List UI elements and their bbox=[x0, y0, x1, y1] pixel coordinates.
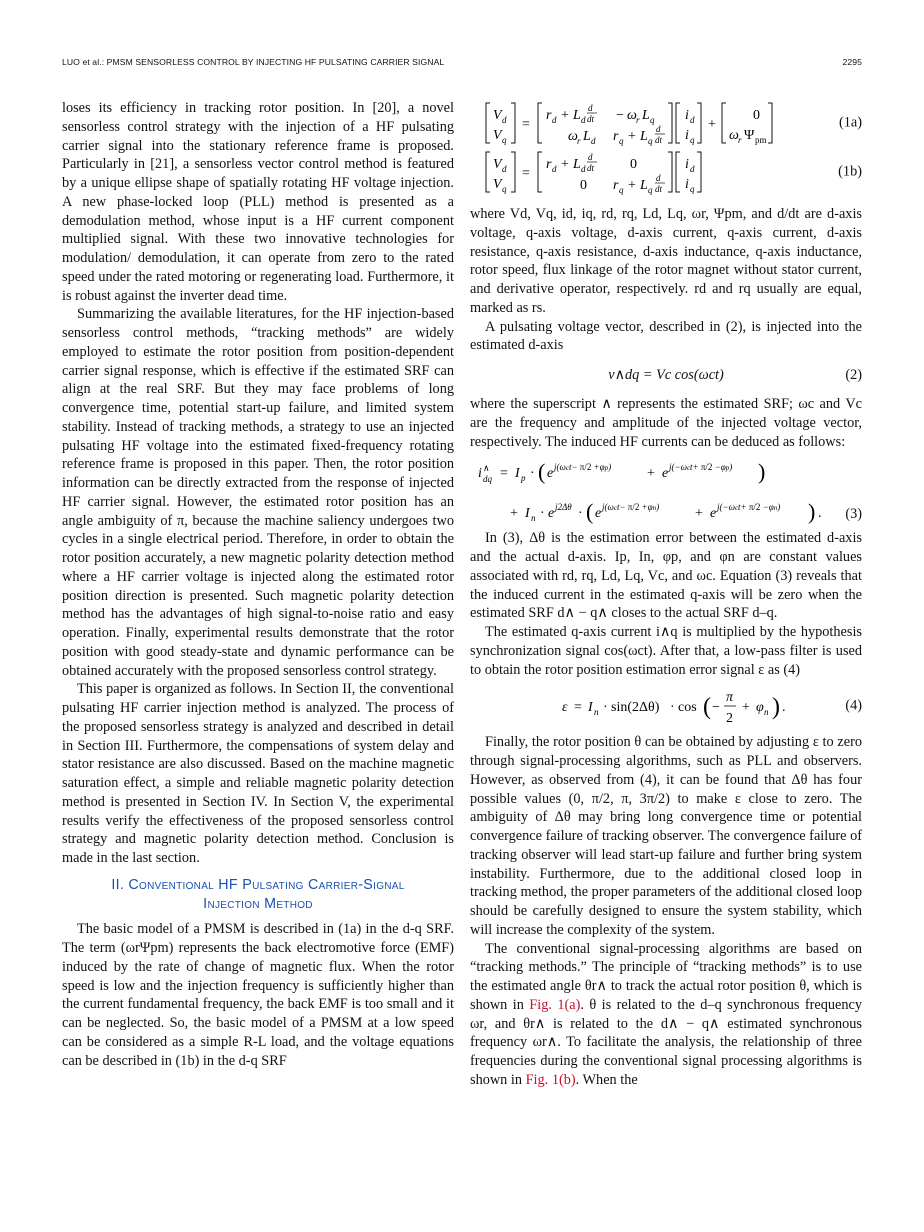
svg-text:+: + bbox=[510, 506, 518, 522]
svg-text:): ) bbox=[808, 499, 816, 525]
svg-text:·: · bbox=[603, 700, 608, 716]
svg-text:L: L bbox=[573, 108, 581, 123]
paragraph: A pulsating voltage vector, described in (2), is injected into the estimated d-axis bbox=[470, 318, 862, 354]
equation-1a-graphic bbox=[470, 99, 862, 147]
paragraph: The conventional signal-processing algorithms are based on “tracking methods.” The principle of “tracking methods” is to use the estimated angle θr∧ to track the actual rotor position θ, which is shown in Fig. 1(a). θ is related to the d–q synchronous frequency ωr, and θr∧ is related to the d∧ − q∧ estimated synchronous frequency ωr∧. To facilitate the analysis, the relationship of three frequencies during the conventional signal processing algorithms is shown in Fig. 1(b). When the bbox=[470, 940, 862, 1088]
equation-4 bbox=[470, 679, 862, 733]
svg-text:+: + bbox=[561, 157, 569, 172]
svg-text:j2Δθ: j2Δθ bbox=[555, 502, 572, 513]
svg-text:φ: φ bbox=[756, 700, 764, 716]
svg-text:): ) bbox=[758, 459, 766, 485]
svg-text:V: V bbox=[493, 177, 502, 192]
svg-text:q: q bbox=[690, 135, 695, 145]
svg-text:2: 2 bbox=[726, 711, 733, 727]
svg-text:·: · bbox=[578, 506, 583, 522]
svg-text:+: + bbox=[742, 700, 750, 716]
svg-text:·: · bbox=[530, 466, 535, 482]
svg-text:d: d bbox=[581, 115, 586, 125]
svg-text:q: q bbox=[650, 115, 655, 125]
paragraph: In (3), Δθ is the estimation error between the estimated d-axis and the actual d-axis. Ip, In, φp, and φn are constant values associated with rd, rq, Ld, Lq, Vc, and ωc. Equation (3) reveals that the induced current in the estimated q-axis will be zero when the estimated SRF d∧ − q∧ closes to the actual SRF d–q. bbox=[470, 530, 862, 622]
svg-text:.: . bbox=[818, 506, 822, 522]
svg-text:r: r bbox=[546, 157, 552, 172]
svg-text:q: q bbox=[502, 135, 507, 145]
equation-number: (1a) bbox=[838, 114, 862, 131]
svg-text:−: − bbox=[712, 700, 720, 716]
svg-text:n: n bbox=[531, 513, 536, 524]
svg-text:I: I bbox=[515, 466, 520, 482]
right-column bbox=[470, 99, 862, 1090]
svg-text:ω: ω bbox=[568, 129, 578, 144]
svg-text:L: L bbox=[640, 129, 648, 144]
equation-2-text: v∧dq = Vc cos(ωct) bbox=[608, 367, 724, 383]
svg-text:): ) bbox=[772, 694, 780, 721]
svg-text:r: r bbox=[613, 129, 619, 144]
svg-text:i: i bbox=[685, 157, 689, 172]
svg-text:=: = bbox=[522, 166, 530, 181]
svg-text:=: = bbox=[500, 466, 508, 482]
running-header bbox=[62, 57, 862, 71]
svg-text:+: + bbox=[561, 108, 569, 123]
svg-text:L: L bbox=[583, 129, 591, 144]
svg-text:Ψ: Ψ bbox=[744, 128, 755, 143]
equation-1a bbox=[470, 99, 862, 147]
svg-text:V: V bbox=[493, 157, 502, 172]
svg-text:r: r bbox=[577, 136, 581, 146]
equation-3-graphic bbox=[470, 451, 862, 529]
svg-text:i: i bbox=[478, 466, 482, 482]
svg-text:(: ( bbox=[586, 499, 594, 525]
svg-text:i: i bbox=[685, 108, 689, 123]
svg-text:V: V bbox=[493, 128, 502, 143]
svg-text:r: r bbox=[546, 108, 552, 123]
svg-text:p: p bbox=[521, 473, 526, 484]
svg-text:q: q bbox=[619, 136, 624, 146]
svg-text:∧: ∧ bbox=[483, 463, 490, 474]
running-title: LUO et al.: PMSM SENSORLESS CONTROL BY INJECTING HF PULSATING CARRIER SIGNAL bbox=[62, 57, 445, 67]
svg-text:+: + bbox=[708, 117, 716, 132]
svg-text:ω: ω bbox=[627, 108, 637, 123]
equation-number: (2) bbox=[845, 367, 862, 383]
svg-text:q: q bbox=[619, 185, 624, 195]
svg-text:sin(2Δθ): sin(2Δθ) bbox=[611, 700, 660, 716]
svg-text:d: d bbox=[502, 115, 507, 125]
svg-text:q: q bbox=[690, 184, 695, 194]
svg-text:q: q bbox=[502, 184, 507, 194]
svg-text:0: 0 bbox=[630, 157, 637, 172]
svg-text:dq: dq bbox=[483, 474, 492, 485]
svg-text:d: d bbox=[552, 115, 557, 125]
svg-text:d: d bbox=[690, 164, 695, 174]
equation-3 bbox=[470, 451, 862, 529]
svg-text:dt: dt bbox=[587, 114, 595, 124]
svg-text:+: + bbox=[628, 178, 636, 193]
paragraph: The basic model of a PMSM is described in (1a) in the d-q SRF. The term (ωrΨpm) represents the back electromotive force (EMF) induced by the rate of change of magnetic flux. When the rotor speed is low and the injection frequency is sufficiently higher than the current fundamental frequency, the back EMF is too small and it can be neglected. So, the basic model of a PMSM at a low speed can be considered as a simple R-L load, and the voltage equations can be described in (1b) in the d-q SRF bbox=[62, 921, 454, 1069]
svg-text:d: d bbox=[588, 152, 593, 162]
svg-text:j(−ωct+ π/2 −φp): j(−ωct+ π/2 −φp) bbox=[669, 462, 733, 473]
svg-text:L: L bbox=[573, 157, 581, 172]
svg-text:i: i bbox=[685, 177, 689, 192]
paragraph: where the superscript ∧ represents the estimated SRF; ωc and Vc are the frequency and amplitude of the injected voltage vector, respectively. The induced HF currents can be deduced as follows: bbox=[470, 396, 862, 450]
svg-text:+: + bbox=[695, 506, 703, 522]
equation-number: (1b) bbox=[838, 163, 862, 180]
svg-text:(: ( bbox=[538, 459, 546, 485]
svg-text:d: d bbox=[588, 103, 593, 113]
svg-text:d: d bbox=[591, 136, 596, 146]
svg-text:dt: dt bbox=[655, 184, 663, 194]
svg-text:q: q bbox=[648, 185, 653, 195]
svg-text:ε: ε bbox=[562, 700, 568, 716]
svg-text:=: = bbox=[522, 117, 530, 132]
svg-text:j(ωct− π/2 +φp): j(ωct− π/2 +φp) bbox=[554, 462, 612, 473]
svg-text:e: e bbox=[710, 506, 717, 522]
svg-text:0: 0 bbox=[753, 108, 760, 123]
svg-text:L: L bbox=[640, 178, 648, 193]
svg-text:e: e bbox=[548, 506, 555, 522]
svg-text:r: r bbox=[636, 115, 640, 125]
svg-text:cos: cos bbox=[678, 700, 697, 716]
svg-text:L: L bbox=[642, 108, 650, 123]
svg-text:dt: dt bbox=[587, 163, 595, 173]
page-number: 2295 bbox=[842, 57, 862, 67]
svg-text:n: n bbox=[764, 707, 769, 718]
svg-text:·: · bbox=[540, 506, 545, 522]
figure-link[interactable]: Fig. 1(a) bbox=[529, 996, 581, 1013]
svg-text:+: + bbox=[628, 129, 636, 144]
svg-text:j(−ωct+ π/2 −φn): j(−ωct+ π/2 −φn) bbox=[717, 502, 781, 513]
svg-text:d: d bbox=[690, 115, 695, 125]
equation-number: (3) bbox=[845, 505, 862, 522]
svg-text:·: · bbox=[670, 700, 675, 716]
svg-text:.: . bbox=[782, 700, 786, 716]
svg-text:j(ωct− π/2 +φn): j(ωct− π/2 +φn) bbox=[602, 502, 660, 513]
figure-link[interactable]: Fig. 1(b) bbox=[525, 1071, 576, 1088]
svg-text:(: ( bbox=[703, 694, 711, 721]
svg-text:pm: pm bbox=[755, 135, 767, 145]
paragraph: Summarizing the available literatures, for the HF injection-based sensorless control methods, “tracking methods” are widely employed to estimate the rotor position from position-dependent carrier signal response, which is effective if the estimated SRF can align at the real SRF. But they may face problems of long convergence time, potential start-up failure, and limited system stability. Instead of tracking methods, a strategy to use an injected pulsating HF voltage into the estimated fixed-frequency rotating reference frame is proposed in this paper. Then, the rotor position information can be directly extracted from the response of injected HF carrier signal. However, the estimated rotor position has an angle ambiguity of π, because the machine saliency undergoes two cycles in a single electrical period. Therefore, in order to obtain the rotor position accurately, a new magnetic polarity detection method where a HF carrier voltage is injected along the estimated rotor position direction is presented. Such magnetic polarity detection method has the advantages of high signal-to-noise ratio and easy operation. Finally, experimental results demonstrate that the rotor position with good steady-state and dynamic performance can be obtained accurately with the proposed sensorless control strategy. bbox=[62, 306, 454, 679]
svg-text:d: d bbox=[581, 164, 586, 174]
svg-text:0: 0 bbox=[580, 178, 587, 193]
svg-text:q: q bbox=[648, 136, 653, 146]
svg-text:i: i bbox=[685, 128, 689, 143]
svg-text:+: + bbox=[647, 466, 655, 482]
svg-text:r: r bbox=[613, 178, 619, 193]
svg-text:e: e bbox=[595, 506, 602, 522]
paragraph: Finally, the rotor position θ can be obtained by adjusting ε to zero through signal-processing algorithms, such as PLL and observers. However, as observed from (4), it can be found that Δθ has four possible values (0, π/2, π, 3π/2) to make ε close to zero. The ambiguity of Δθ may bring long convergence time or potential convergence failure of tracking observer. The convergence failure of tracking observer will lead start-up failure and further bring system instability. Furthermore, due to the additional closed loop in tracking method, the proper parameters of the additional closed loop should be carefully designed to ensure the system stability, which will increase the complexity of the system. bbox=[470, 734, 862, 938]
svg-text:=: = bbox=[574, 700, 582, 716]
svg-text:dt: dt bbox=[655, 135, 663, 145]
svg-text:d: d bbox=[502, 164, 507, 174]
svg-text:d: d bbox=[552, 164, 557, 174]
equation-1b-graphic bbox=[470, 147, 862, 197]
svg-text:d: d bbox=[656, 124, 661, 134]
paragraph: This paper is organized as follows. In Section II, the conventional pulsating HF carrier injection method is analyzed. The process of the proposed sensorless strategy is analyzed and described in detail in Section III. Furthermore, the compensations of system delay and stator resistance are also discussed. Based on the machine magnetic saturation effect, a simple and reliable magnetic polarity detection method is presented in Section IV. In Section V, the experimental results verify the effectiveness of the proposed sensorless control strategy and magnetic polarity detection method. Conclusion is made in the last section. bbox=[62, 681, 454, 866]
svg-text:n: n bbox=[594, 707, 599, 718]
svg-text:I: I bbox=[588, 700, 593, 716]
equation-1b bbox=[470, 147, 862, 197]
svg-text:I: I bbox=[525, 506, 530, 522]
svg-text:π: π bbox=[726, 690, 734, 706]
svg-text:V: V bbox=[493, 108, 502, 123]
equation-number: (4) bbox=[845, 697, 862, 714]
section-heading: II. Conventional HF Pulsating Carrier-Signal Injection Method bbox=[111, 876, 405, 912]
paragraph: loses its efficiency in tracking rotor position. In [20], a novel sensorless control strategy with the injection of a HF pulsating carrier signal into the stationary reference frame is proposed. Particularly in [21], a sensorless vector control method is featured by a unique ellipse shape of spatially rotating HF voltage injection. A new phase-locked loop (PLL) method is presented as a demodulation method, whose input is a HF current component multiplied signal. With these two innovative technologies for modulation/ demodulation, it can operate from zero to the rated speed under the rated motoring or regenerating load. Furthermore, it is robust against the inverter dead time. bbox=[62, 100, 454, 304]
svg-text:ω: ω bbox=[729, 128, 739, 143]
equation-2 bbox=[470, 355, 862, 395]
svg-text:−: − bbox=[616, 108, 624, 123]
svg-text:d: d bbox=[656, 173, 661, 183]
svg-text:r: r bbox=[738, 135, 742, 145]
svg-text:e: e bbox=[547, 466, 554, 482]
paragraph: where Vd, Vq, id, iq, rd, rq, Ld, Lq, ωr, Ψpm, and d/dt are d-axis voltage, q-axis voltage, d-axis current, q-axis current, d-axis resistance, q-axis resistance, d-axis inductance, q-axis inductance, rotor speed, flux linkage of the rotor magnet without stator current, and derivative operator, respectively. rd and rq usually are equal, marked as rs. bbox=[470, 206, 862, 316]
svg-text:e: e bbox=[662, 466, 669, 482]
paragraph: The estimated q-axis current i∧q is multiplied by the hypothesis synchronization signal cos(ωct). After that, a low-pass filter is used to obtain the rotor position estimation error signal ε as (4) bbox=[470, 624, 862, 678]
left-column bbox=[62, 99, 454, 1070]
equation-4-graphic bbox=[470, 679, 862, 733]
